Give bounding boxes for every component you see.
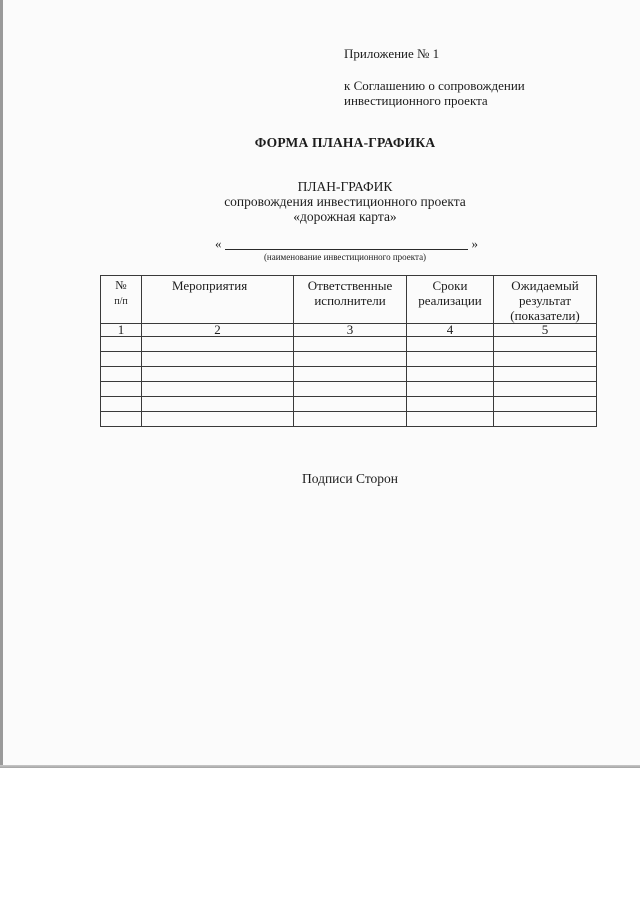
header-num-sub: п/п [114, 296, 128, 307]
project-name-underline [225, 249, 468, 250]
plan-table [100, 275, 597, 427]
table-cell [494, 382, 597, 397]
appendix-reference-line-2: инвестиционного проекта [344, 93, 488, 108]
table-cell [101, 412, 142, 427]
header-responsible: Ответственные исполнители [294, 276, 407, 324]
signatures-label: Подписи Сторон [301, 471, 399, 486]
table-cell [101, 352, 142, 367]
header-deadlines: Сроки реализации [407, 276, 494, 324]
table-cell [101, 397, 142, 412]
table-row [101, 397, 597, 412]
column-number: 4 [407, 324, 494, 337]
table-cell [494, 337, 597, 352]
table-cell [142, 397, 294, 412]
table-cell [142, 382, 294, 397]
table-cell [494, 412, 597, 427]
project-name-field [215, 236, 480, 252]
table-cell [407, 352, 494, 367]
column-number: 1 [101, 324, 142, 337]
open-quote: « [215, 236, 222, 251]
header-num [101, 276, 142, 324]
table-cell [294, 367, 407, 382]
table-row [101, 367, 597, 382]
plan-subtitle-line-1: сопровождения инвестиционного проекта [224, 194, 466, 209]
table-cell [101, 367, 142, 382]
close-quote: » [471, 236, 478, 251]
table-cell [142, 352, 294, 367]
table-cell [294, 412, 407, 427]
table-cell [142, 337, 294, 352]
table-cell [494, 397, 597, 412]
table-cell [294, 337, 407, 352]
table-row [101, 352, 597, 367]
plan-subtitle-line-2: «дорожная карта» [293, 209, 397, 224]
project-name-caption: (наименование инвестиционного проекта) [263, 252, 427, 262]
header-result: Ожидаемый результат (показатели) [494, 276, 597, 324]
table-header-row [101, 276, 597, 324]
table-cell [101, 337, 142, 352]
page-left-edge [0, 0, 3, 768]
table-row [101, 337, 597, 352]
table-cell [494, 367, 597, 382]
appendix-title: Приложение № 1 [344, 46, 440, 61]
table-cell [407, 397, 494, 412]
header-num-label: № [115, 278, 127, 292]
page-bottom-edge [0, 765, 640, 768]
table-cell [101, 382, 142, 397]
table-cell [294, 352, 407, 367]
table-cell [407, 382, 494, 397]
table-row [101, 382, 597, 397]
column-number: 3 [294, 324, 407, 337]
table-cell [494, 352, 597, 367]
table-cell [407, 337, 494, 352]
table-row [101, 412, 597, 427]
table-cell [407, 367, 494, 382]
column-number: 2 [142, 324, 294, 337]
table-cell [294, 397, 407, 412]
form-title: ФОРМА ПЛАНА-ГРАФИКА [254, 135, 436, 150]
column-number-row [101, 324, 597, 337]
table-cell [407, 412, 494, 427]
appendix-reference-line-1: к Соглашению о сопровождении [344, 78, 525, 93]
column-number: 5 [494, 324, 597, 337]
table-cell [294, 382, 407, 397]
plan-title: ПЛАН-ГРАФИК [297, 179, 393, 194]
header-activities: Мероприятия [142, 276, 294, 324]
table-cell [142, 367, 294, 382]
table-cell [142, 412, 294, 427]
